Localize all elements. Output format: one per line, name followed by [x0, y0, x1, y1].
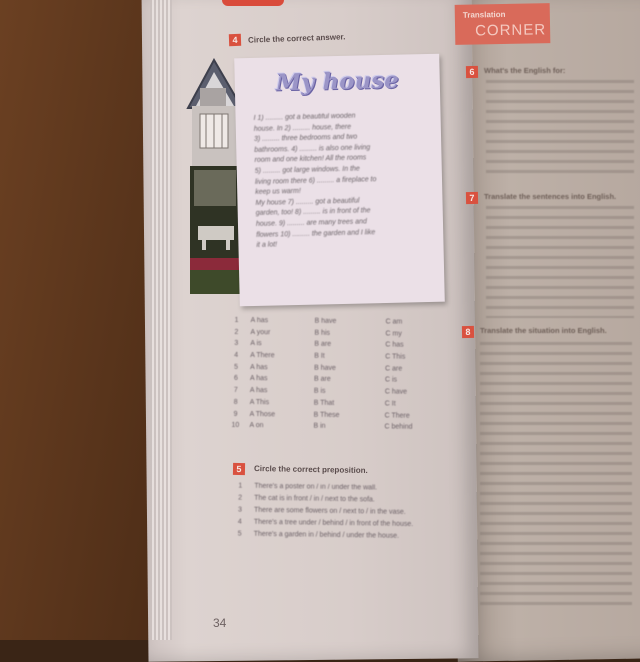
- banner-line-1: Translation: [462, 9, 506, 20]
- option-a[interactable]: A your: [250, 328, 271, 336]
- card-title: My house: [275, 66, 400, 97]
- page-edges: [150, 0, 172, 640]
- exercise-5-heading: Circle the correct preposition.: [253, 464, 368, 475]
- row-number: 1: [234, 316, 239, 324]
- card-text-line: keep us warm!: [255, 188, 301, 197]
- card-text-line: My house 7) ......... got a beautiful: [255, 197, 360, 207]
- exercise-6-text-block: [486, 80, 634, 180]
- row-number: 2: [234, 328, 239, 336]
- card-text-line: living room there 6) ......... a fireplace to: [254, 175, 377, 186]
- item-number: 4: [237, 518, 242, 526]
- answer-row: [231, 422, 451, 436]
- list-item: [236, 482, 446, 495]
- item-text[interactable]: The cat is in front / in / next to the sofa.: [254, 494, 375, 504]
- option-b[interactable]: B his: [314, 329, 331, 337]
- option-a[interactable]: A has: [250, 317, 269, 325]
- card-text: [253, 110, 428, 252]
- card-text-line: I 1) ......... got a beautiful wooden: [253, 112, 356, 122]
- option-c[interactable]: C is: [384, 376, 398, 385]
- option-c[interactable]: C are: [385, 365, 403, 373]
- list-item: [236, 506, 446, 519]
- option-c[interactable]: C my: [385, 330, 402, 338]
- option-c[interactable]: C There: [384, 411, 410, 420]
- row-number: 10: [231, 422, 240, 430]
- answer-options: [231, 317, 452, 436]
- option-c[interactable]: C has: [385, 341, 404, 350]
- option-c[interactable]: C This: [385, 353, 406, 361]
- option-c[interactable]: C It: [384, 400, 396, 408]
- card-text-line: garden, too! 8) ......... is in front of the: [255, 207, 371, 218]
- list-item: [236, 518, 446, 531]
- option-b[interactable]: B is: [313, 387, 326, 395]
- row-number: 5: [234, 363, 239, 371]
- option-a[interactable]: A is: [250, 340, 262, 348]
- option-a[interactable]: A has: [249, 387, 268, 395]
- row-number: 9: [233, 410, 238, 418]
- option-a[interactable]: A There: [250, 352, 275, 360]
- exercise-6-number: 6: [466, 66, 478, 78]
- item-text[interactable]: There's a garden in / behind / under the house.: [253, 530, 400, 540]
- list-item: [236, 530, 446, 543]
- card-text-line: flowers 10) ......... the garden and I like: [256, 228, 376, 239]
- exercise-5-list: [236, 482, 447, 545]
- exercise-8-text-block: [480, 342, 632, 612]
- item-number: 5: [237, 530, 242, 538]
- option-a[interactable]: A Those: [249, 410, 276, 418]
- row-number: 6: [233, 375, 238, 383]
- exercise-5-number: 5: [233, 463, 245, 475]
- option-b[interactable]: B in: [313, 422, 326, 431]
- option-b[interactable]: B are: [313, 376, 331, 384]
- option-b[interactable]: B It: [314, 352, 325, 360]
- card-text-line: house. 9) ......... are many trees and: [255, 218, 367, 228]
- card-text-line: 3) ......... three bedrooms and two: [253, 133, 358, 144]
- my-house-card: [234, 54, 445, 307]
- item-text[interactable]: There's a poster on / in / under the wall.: [254, 482, 378, 492]
- exercise-8-heading: Translate the situation into English.: [480, 326, 607, 335]
- page-number: 34: [213, 616, 227, 630]
- exercise-8-number: 8: [462, 326, 474, 338]
- banner-line-2: CORNER: [474, 21, 547, 40]
- option-c[interactable]: C am: [385, 318, 403, 326]
- item-text[interactable]: There's a tree under / behind / in front of the house.: [253, 518, 414, 529]
- option-b[interactable]: B have: [314, 317, 337, 325]
- list-item: [236, 494, 446, 507]
- translation-corner-banner: [455, 3, 551, 45]
- exercise-6-heading: What's the English for:: [484, 66, 566, 75]
- option-a[interactable]: A This: [249, 398, 270, 407]
- card-text-line: room and one kitchen! All the rooms: [254, 154, 367, 165]
- option-a[interactable]: A on: [249, 422, 264, 430]
- option-b[interactable]: B That: [313, 399, 335, 407]
- card-text-line: 5) ......... got large windows. In the: [254, 165, 360, 175]
- exercise-7-heading: Translate the sentences into English.: [484, 192, 617, 201]
- item-number: 3: [237, 506, 242, 514]
- exercise-7-text-block: [486, 206, 634, 318]
- exercise-4-heading: Circle the correct answer.: [247, 32, 346, 45]
- option-a[interactable]: A has: [250, 363, 268, 371]
- exercise-7-number: 7: [466, 192, 478, 204]
- card-text-line: house. In 2) ......... house, there: [253, 123, 352, 133]
- item-number: 2: [238, 494, 243, 502]
- option-b[interactable]: B have: [314, 364, 336, 372]
- option-c[interactable]: C have: [384, 388, 408, 396]
- exercise-4-number: 4: [229, 34, 241, 46]
- item-number: 1: [238, 482, 243, 490]
- option-b[interactable]: B are: [314, 341, 332, 349]
- option-c[interactable]: C behind: [384, 423, 413, 431]
- red-tab-decoration: [222, 0, 284, 6]
- row-number: 7: [233, 386, 238, 395]
- card-text-line: bathrooms. 4) ......... is also one living: [254, 144, 371, 154]
- option-b[interactable]: B These: [313, 411, 340, 419]
- row-number: 8: [233, 398, 238, 406]
- item-text[interactable]: There are some flowers on / next to / in the vase.: [253, 506, 406, 516]
- card-text-line: it a lot!: [256, 241, 278, 250]
- option-a[interactable]: A has: [249, 375, 268, 383]
- row-number: 4: [234, 351, 239, 359]
- row-number: 3: [234, 340, 239, 348]
